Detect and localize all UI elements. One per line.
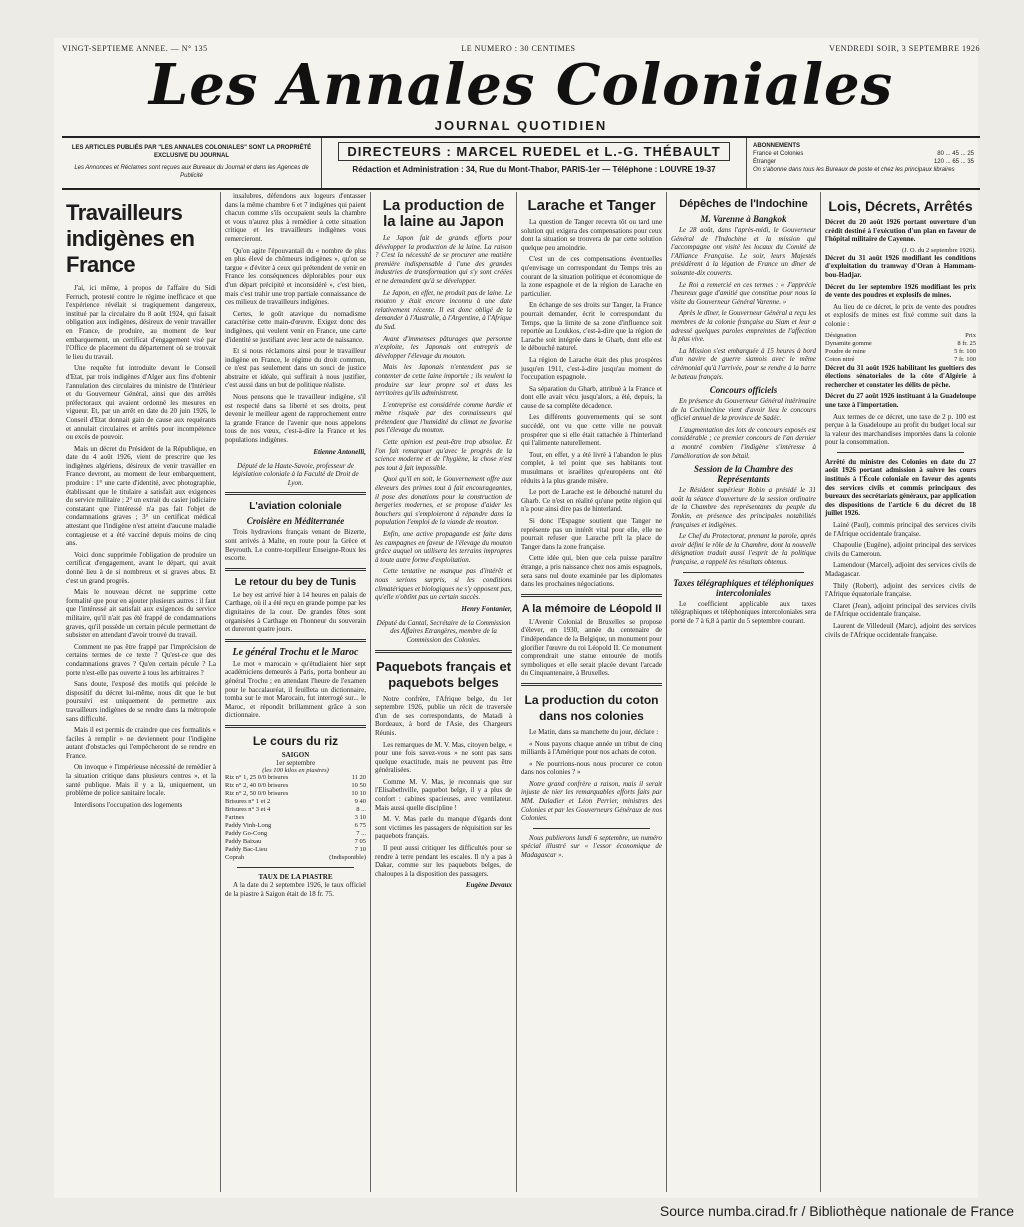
table-row: [825, 356, 976, 364]
paragraph: Chapoulie (Eugène), adjoint principal des services civils du Cameroun.: [825, 541, 976, 558]
price-table: [825, 332, 976, 364]
divider: [533, 828, 650, 829]
rice-table: [225, 774, 366, 862]
notice-rights: LES ARTICLES PUBLIÉS PAR "LES ANNALES COLONIALES" SONT LA PROPRIÉTÉ EXCLUSIVE DU JOURNAL: [71, 145, 312, 159]
signature-devaux: Eugène Devaux: [465, 881, 512, 890]
paragraph: Le Roi a remercié en ces termes : « J'apprécie l'heureux gage d'amitié que constitue pour nous la visite du Gouverneur Général Varenne. »: [671, 280, 816, 306]
article-title-travailleurs: Travailleurs indigènes en France: [66, 200, 195, 277]
row-value: 10 50: [351, 781, 366, 789]
paragraph: Qu'on agite l'épouvantail du « nombre de plus en plus élevé de chômeurs indigènes », qu'on se targue « d'éviter à ceux qui prétendent de venir en France les conséquences déplorables pour eux d'un départ précipité et inconsidéré », c'est bien, mais c'est trahir une trop partiale connaissance de ces milieux de travailleurs indigènes.: [225, 246, 366, 307]
table-row: [225, 838, 366, 846]
paragraph: C'est un de ces compensations éventuelles qu'envisage un correspondant du Temps très au courant de la situation politique et économique de la zone espagnole et de la région de Larache en particulier.: [521, 255, 662, 298]
row-value: 10 10: [351, 789, 366, 797]
address: Rédaction et Administration : 34, Rue du Mont-Thabor, PARIS-1er — Téléphone : LOUVRE 19-37: [352, 165, 716, 174]
paragraph: « Ne pourrions-nous nous procurer ce coton dans nos colonies ? »: [521, 759, 662, 777]
row-label: Poudre de mine: [825, 347, 866, 355]
row-label: Farines: [225, 813, 245, 821]
row-value: 9 40: [354, 797, 366, 805]
paragraph: Thily (Robert), adjoint des services civils de l'Afrique équatoriale française.: [825, 581, 976, 599]
section-title-riz: Le cours du riz: [252, 733, 339, 748]
row-value: 3 10: [354, 813, 366, 821]
paragraph: Cette tentative ne manque pas d'intérêt et nous serions surpris, si les conditions climatériques et biologiques ne s'y opposent pas, qu'elle n'obtînt pas un certain succès.: [375, 567, 513, 602]
row-label: Riz n° 2, 50 0/0 brisures: [225, 789, 289, 797]
section-subtitle: Session de la Chambre des Représentants: [693, 464, 793, 485]
table-row: [825, 332, 976, 340]
decree-item: Décret du 1er septembre 1926 modifiant les prix de vente des poudres et explosifs de mines.: [825, 282, 976, 300]
row-value: 6 75: [354, 821, 366, 829]
rice-place: SAIGON: [281, 750, 310, 759]
divider: [683, 572, 804, 573]
divider: [225, 568, 366, 571]
table-row: [225, 854, 366, 862]
paragraph: Le Japon, en effet, ne produit pas de laine. Le mouton y était encore inconnu à une date relativement récente. Il est donc obligé de la demander à l'Australie, à l'Argentine, à l'Afrique du Sud.: [375, 288, 512, 331]
column-2: [220, 192, 370, 1192]
row-label: Coton nitré: [825, 355, 855, 363]
section-title-aviation: L'aviation coloniale: [249, 501, 342, 513]
row-value: 7 05: [354, 837, 366, 845]
directors: DIRECTEURS : MARCEL RUEDEL et L.-G. THÉBAULT: [338, 142, 729, 161]
paragraph: Les remarques de M. V. Mas, citoyen belge, « pour une fois savez-vous » ne sont pas sans quelque exactitude, mais ne peuvent pas être généralisées.: [375, 740, 512, 775]
article-title-coton: La production du coton dans nos colonies: [524, 692, 659, 723]
paragraph: Nous pensons que le travailleur indigène, s'il est respecté dans sa liberté et ses droits, peut devenir le meilleur agent de rapprochement entre la grande France de l'avenir que nous appelons tous de nos vœux, c'est-à-dire la France et les populations indigènes.: [225, 393, 366, 445]
divider: [225, 639, 366, 642]
paragraph: Trois hydravions français venant de Bizerte, sont arrivés à Malte, en route pour la Grèce et Beyrouth. Le contre-torpilleur Enseigne-Roux les escorte.: [225, 528, 366, 563]
paragraph: Le Japon fait de grands efforts pour développer la production de la laine. La raison ? C'est la nécessité de se procurer une matière première indispensable à l'une des grandes industries de transformation qui s'y sont créées et ne demandent qu'à se développer.: [375, 234, 512, 285]
decree-item: Décret du 31 août 1926 modifiant les conditions d'exploitation du tramway d'Oran à Hammam-bou-Hadjar.: [825, 253, 976, 279]
table-row: [225, 830, 366, 838]
paragraph: Enfin, une active propagande est faite dans les campagnes en faveur de l'élevage du mouton grâce auquel on utilisera les terrains impropres à toute autre forme d'exploitation.: [375, 530, 512, 564]
paragraph: En échange de ses droits sur Tanger, la France pourrait demander, écrit le correspondant du Temps, que la limite de sa zone d'influence soit reportée au Loukkos, c'est-à-dire que la région de Larache soit intégrée dans le Gharb, dont elle est le débouché naturel.: [521, 301, 662, 353]
paragraph: L'Avenir Colonial de Bruxelles se propose d'élever, en 1930, année du centenaire de l'indépendance de la Belgique, un monument pour glorifier l'œuvre du roi Léopold II. Ce monument comprendrait une statue entourée de motifs symboliques et elle serait placée devant l'arcade du Cinquantenaire, à Bruxelles.: [521, 617, 662, 678]
table-row: [825, 348, 976, 356]
paragraph: En présence du Gouverneur Général intérimaire de la Cochinchine vient d'avoir lieu le concours officiel annuel de la province de Sadéc.: [671, 397, 816, 423]
directors-box: [322, 138, 746, 188]
row-label: Coprah: [225, 853, 245, 861]
decree-item: Décret du 20 août 1926 portant ouverture d'un crédit destiné à l'exécution d'un plan en faveur de l'hôpital militaire de Cayenne.: [825, 218, 976, 244]
table-row: [225, 846, 366, 854]
decree-reference: (J. O. du 2 septembre 1926).: [901, 246, 976, 254]
paragraph: Lainé (Paul), commis principal des services civils de l'Afrique occidentale française.: [825, 521, 976, 538]
notice-box: [62, 138, 322, 188]
price: LE NUMERO : 30 CENTIMES: [461, 44, 576, 53]
paragraph: Tout, en effet, y a été livré à l'abandon le plus complet, à tel point que ses habitants tout musulmans et israélites qu'européens ont été réduits à la plus grande misère.: [521, 450, 662, 485]
row-label: Paddy Bac-Lieu: [225, 845, 268, 853]
divider: [237, 867, 354, 868]
masthead: Les Annales Coloniales: [148, 52, 894, 118]
row-value: 7 ...: [356, 829, 366, 837]
signature-antonelli: Etienne Antonelli,: [313, 447, 366, 456]
paragraph: « Nous payons chaque année un tribut de cinq milliards à l'Amérique pour nos achats de coton.: [521, 739, 662, 757]
paragraph: Le coefficient applicable aux taxes télégraphiques et téléphoniques intercoloniales sera porté de 7 à 6,8 à partir du 5 septembre courant.: [671, 599, 816, 625]
paragraph: Le bey est arrivé hier à 14 heures en palais de Carthage, où il a été reçu en grande pompe par les dignitaires de la cour. De grandes fêtes sont organisées à Carthage en l'honneur du souverain et dureront quatre jours.: [225, 590, 366, 634]
issue-number: VINGT-SEPTIEME ANNEE. — N° 135: [62, 44, 208, 53]
subs-france: France et Colonies: [753, 151, 804, 157]
section-title-trochu: Le général Trochu et le Maroc: [232, 646, 359, 658]
paragraph: La Mission s'est embarquée à 15 heures à bord d'un navire de guerre siamois avec le même cérémonial qu'à l'arrivée, pour se rendre à la barre le bateau français.: [671, 346, 816, 381]
table-row: [225, 814, 366, 822]
paragraph: Il peut aussi critiquer les difficultés pour se rendre à terre pendant les escales. Il n'y a pas à Dakar, comme sur les paquebots belges, de chaloupes à la disposition des passagers.: [375, 844, 512, 878]
table-row: [225, 782, 366, 790]
divider: [225, 725, 366, 728]
paragraph: Lamendour (Marcel), adjoint des services civils de Madagascar.: [825, 561, 976, 578]
rice-unit: (les 100 kilos en piastres): [262, 766, 329, 774]
row-value: 8 ...: [356, 805, 366, 813]
column-5: [666, 192, 820, 1192]
section-subtitle: Taxes télégraphiques et téléphoniques intercoloniales: [673, 577, 814, 598]
paragraph: Sa séparation du Gharb, attribué à la France et dont elle avait vécu jusqu'alors, a été, depuis, la cause de sa complète décadence.: [521, 384, 662, 410]
divider: [375, 650, 512, 653]
signature-title: Député de la Haute-Savoie, professeur de législation coloniale à la Faculté de Droit de Lyon.: [232, 461, 359, 487]
row-value: (Indisponible): [329, 853, 366, 861]
subs-etranger: Étranger: [753, 159, 777, 165]
paragraph: Sans doute, l'exposé des motifs qui précède le dispositif du décret lui-même, nous dit que le but poursuivi est uniquement de permettre aux travailleurs indigènes de se rendre dans la métropole sans difficulté.: [66, 680, 216, 723]
paragraph: Mais le nouveau décret ne supprime cette formalité que pour en ajouter plusieurs autres : il faut que l'intéressé ait satisfait aux exigences du service militaire, qu'il n'ait pas été frappé de condamnations graves, qu'il possède un certain pécule permettant de subsister en attendant d'avoir trouvé du travail.: [66, 588, 216, 640]
paragraph: Le Matin, dans sa manchette du jour, déclare :: [529, 727, 659, 736]
paragraph: Comment ne pas être frappé par l'imprécision de certains termes de ce texte ? Qu'est-ce que des condamnations graves ? Qu'en certain pécule ? La porte n'est-elle pas ouverte à tous les arbitraires ?: [66, 642, 216, 677]
paragraph: Le mot « marocain » qu'étudiaient hier sept académiciens demeurés à Paris, porta bonheur au général Trochu ; en attendant l'heure de l'examen pour le baccalauréat, il feuilleta un dictionnaire, tomba sur le mot Marocain, fut interrogé sur... le Maroc, et répondit brillamment grâce à son dictionnaire.: [225, 659, 366, 720]
row-label: Paddy Baixau: [225, 837, 262, 845]
decree-item: Décret du 27 août 1926 instituant à la Guadeloupe une taxe à l'importation.: [825, 392, 976, 409]
article-title-lois: Lois, Décrets, Arrêtés: [828, 198, 973, 214]
column-3: [370, 192, 516, 1192]
rice-date: 1er septembre: [275, 758, 316, 767]
row-value: Prix: [965, 331, 976, 339]
row-label: Riz n° 1, 25 0/0 brisures: [225, 773, 289, 781]
article-title-laine: La production de la laine au Japon: [382, 197, 505, 230]
paragraph: Comme M. V. Mas, je reconnais que sur l'Elisabethville, paquebot belge, il y a plus de confort : cabines spacieuses, avec ventilateur. Mais aussi quelle discipline !: [375, 777, 512, 812]
article-title-indochine: Dépêches de l'Indochine: [679, 198, 808, 210]
row-value: 8 fr. 25: [957, 339, 976, 347]
row-value: 7 fr. 100: [954, 355, 976, 363]
paragraph: A la date du 2 septembre 1926, le taux officiel de la piastre à Saigon était de 18 fr. 75.: [225, 880, 366, 898]
subs-label: ABONNEMENTS: [753, 143, 801, 149]
paragraph: Au lieu de ce décret, le prix de vente des poudres et explosifs de mines est fixé comme suit dans la colonie :: [825, 302, 976, 328]
column-4: [516, 192, 666, 1192]
subs-note: On s'abonne dans tous les Bureaux de poste et chez les principaux libraires: [753, 167, 955, 173]
table-row: [225, 822, 366, 830]
section-subtitle: Croisière en Méditerranée: [246, 516, 345, 527]
signature-title: Député du Cantal, Secrétaire de la Commission des Affaires Etrangères, membre de la Commission des Colonies.: [376, 618, 511, 644]
paragraph: M. V. Mas parle du manque d'égards dont sont victimes les passagers de réquisition sur les paquebots français.: [375, 815, 512, 841]
row-label: Brisures n° 3 et 4: [225, 805, 271, 813]
paragraph: Quoi qu'il en soit, le Gouvernement offre aux éleveurs des primes tout à fait encourageantes, il pose des donations pour la construction de bergeries modernes, et se propose d'aider les bouchers qui s'emploieront à répandre dans la population l'emploi de la viande de mouton.: [375, 475, 512, 527]
divider: [225, 492, 366, 495]
row-value: 11 20: [351, 773, 366, 781]
paragraph: Mais les Japonais n'entendent pas se contenter de cette laine importée ; ils veulent la produire sur leur propre sol et dans les territoires qu'ils administrent.: [375, 363, 512, 398]
paragraph: L'augmentation des lots de concours exposés est considérable ; ce premier concours de l'an dernier a montré combien l'indigène s'intéresse à l'amélioration de son bétail.: [671, 425, 816, 460]
row-label: Paddy Go-Cong: [225, 829, 268, 837]
column-6: [820, 192, 980, 1192]
paragraph: Après le dîner, le Gouverneur Général a reçu les membres de la colonie française au Siam et leur a adressé quelques paroles empreintes de l'affection la plus vive.: [671, 309, 816, 344]
paragraph: Cette idée qui, bien que cela puisse paraître étrange, a pris naissance chez nos amis espagnols, sera sans nul doute examinée par les diplomates dans les prochaines négociations.: [521, 554, 662, 589]
table-row: [825, 340, 976, 348]
divider: [837, 452, 964, 453]
paragraph: Voici donc supprimée l'obligation de produire un certificat d'engagement, avant le départ, qui avait donné lieu à de si nombreux et si graves abus. Et c'est un grand progrès.: [66, 550, 216, 585]
decree-item: Arrêté du ministre des Colonies en date du 27 août 1926 portant admission à suivre les cours institués à l'École coloniale en faveur des agents des services civils et commis principaux des bureaux des secrétariats généraux, par application des dispositions de l'article 6 du décret du 18 juillet 1926.: [825, 457, 977, 518]
paragraph: Mais il est permis de craindre que ces formalités « faciles à remplir » ne deviennent pour l'indigène autant d'obstacles qui l'empêcheront de se rendre en France.: [66, 726, 216, 760]
paragraph: Notre confrère, l'Afrique belge, du 1er septembre 1926, publie un récit de traversée d'un de ses correspondants, de Matadi à Bordeaux, à bord de l'Asie, des Chargeurs Réunis.: [375, 694, 512, 737]
row-value: 7 10: [354, 845, 366, 853]
paragraph: Claret (Jean), adjoint principal des services civils de l'Afrique occidentale française.: [825, 601, 976, 619]
paragraph: Cette opinion est peut-être trop absolue. Et l'on fait remarquer qu'avec le progrès de la science moderne et de l'hygiène, la chose n'est pas tout à fait impossible.: [375, 438, 512, 472]
paragraph: Le Résident supérieur Robin a présidé le 31 août la séance d'ouverture de la session ordinaire de la Chambre des représentants du peuple du Tonkin, en présence des principales notabilités françaises et indigènes.: [671, 486, 816, 529]
paragraph: Le 28 août, dans l'après-midi, le Gouverneur Général de l'Indochine et la mission qui l'accompagne ont visité les locaux du Comité de l'Alliance Française. Le soir, leurs Majestés présidèrent à la légation de France un dîner de soixante-dix couverts.: [671, 226, 816, 277]
divider: [521, 594, 662, 597]
paragraph: insalubres, défendons aux logeurs d'entasser dans la même chambre 6 et 7 indigènes qui paient chacun comme s'ils occupaient seuls la chambre et vous n'aurez plus à remédier à cette situation critique et les travailleurs indigènes vous remercieront.: [225, 192, 366, 243]
signature-fontanier: Henry Fontanier,: [461, 604, 512, 613]
notice-ads: Les Annonces et Réclames sont reçues aux Bureaux du Journal et dans les Agences de Publicité: [74, 165, 309, 179]
divider: [521, 683, 662, 686]
paragraph: Si donc l'Espagne soutient que Tanger ne représente pas un intérêt vital pour elle, elle ne pourrait refuser que Larache prît la place de Tanger dans la zone française.: [521, 517, 662, 551]
table-row: [225, 774, 366, 782]
header-band: [62, 136, 980, 190]
subscriptions-box: [746, 138, 980, 188]
row-label: Dynamite gomme: [825, 339, 872, 347]
paragraph: L'entreprise est considérée comme hardie et même risquée par des connaisseurs qui prétendent que l'humidité du climat ne favorise pas l'élevage du mouton.: [375, 400, 512, 435]
paragraph: Les différents gouvernements qui se sont succédé, ont vu que cette ville ne pouvait prospérer que si elle était rattachée à l'hinterland qui l'alimente naturellement.: [521, 413, 662, 448]
row-label: Paddy Vinh-Long: [225, 821, 272, 829]
paragraph: Nous publierons lundi 6 septembre, un numéro spécial illustré sur « l'essor économique de Madagascar ».: [521, 833, 662, 860]
article-title-paquebots: Paquebots français et paquebots belges: [375, 658, 512, 690]
row-label: Désignation: [825, 331, 857, 339]
paragraph: Interdisons l'occupation des logements: [74, 800, 183, 809]
paragraph: On invoque « l'impérieuse nécessité de remédier à la situation critique dans plusieurs centres », et la santé publique. Mais il y a là, uniquement, un problème de police sanitaire locale.: [66, 763, 216, 798]
columns: [62, 192, 980, 1192]
article-title-larache: Larache et Tanger: [527, 197, 656, 214]
section-title-leopold: A la mémoire de Léopold II: [521, 602, 662, 615]
paragraph: Mais un décret du Président de la République, en date du 4 août 1926, vient de prescrire que les indigènes algériens, désireux de venir travailler en France devront, au moment de leur embarquement, produire : 1° une carte d'identité, avec photographie, établissant que le titulaire a satisfait aux exigences du service militaire ; 2° un extrait du casier judiciaire constatant que l'intéressé n'a pas fait l'objet de condamnations graves ; 3° un certificat médical attestant que l'indigène n'est atteint d'aucune maladie contagieuse et a été vacciné depuis moins de cinq ans.: [66, 444, 216, 548]
column-1: [62, 192, 220, 1192]
row-value: 5 fr. 100: [954, 347, 976, 355]
issue-date: VENDREDI SOIR, 3 SEPTEMBRE 1926: [829, 44, 980, 53]
paragraph: La région de Larache était des plus prospères jusqu'en 1911, c'est-à-dire jusqu'au moment de l'occupation espagnole.: [521, 355, 662, 382]
paragraph: Certes, le goût atavique du nomadisme caractérise cette main-d'œuvre. Exigez donc des indigènes, qui veulent venir en France, une carte d'identité se justifiant avec leur acte de naissance.: [225, 309, 366, 344]
source-credit: Source numba.cirad.fr / Bibliothèque nationale de France: [659, 1203, 1014, 1219]
subs-etranger-prices: 120 ... 65 ... 35: [933, 159, 974, 165]
paragraph: Notre grand confrère a raison, mais il serait injuste de nier les remarquables efforts faits par MM. Daladier et Léon Perrier, ministres des Colonies et par les Gouverneurs Généraux de nos Colonies.: [521, 779, 662, 823]
paragraph: Et si nous réclamons ainsi pour le travailleur indigène en France, le régime du droit commun, ce n'est pas seulement dans un souci de justice abstraite et idéale, qui suffirait à nous justifier, c'est aussi dans un but de politique réaliste.: [225, 347, 366, 390]
paragraph: La question de Tanger recevra tôt ou tard une solution qui exigera des compensations pour ceux dont la situation se trouvera de par cette solution quelque peu amoindrie.: [521, 218, 662, 252]
piastre-title: TAUX DE LA PIASTRE: [258, 872, 333, 881]
paragraph: Le port de Larache est le débouché naturel du Gharb. Ce n'est en réalité qu'une petite région qui n'a pour ainsi dire pas de hinterland.: [521, 488, 662, 514]
section-subtitle: M. Varenne à Bangkok: [700, 214, 787, 224]
paragraph: Avant d'immenses pâturages que personne n'exploite, les Japonais ont entrepris de développer l'élevage du mouton.: [375, 334, 512, 360]
paragraph: Le Chef du Protectorat, prenant la parole, après avoir défini le rôle de la Chambre, dont la nouvelle désignation traduit aussi l'esprit de la politique française, a rappelé les résultats obtenus.: [671, 532, 816, 566]
paragraph: Une requête fut introduite devant le Conseil d'Etat, par trois indigènes d'Alger aux fins d'obtenir l'annulation des circulaires du ministre de l'Intérieur et du Gouverneur Général, ainsi que des arrêtés préfectoraux qui avaient ordonné les mesures en vigueur. Et, par un arrêt en date du 20 juin 1926, le Conseil d'Etat donnait gain de cause aux requérants et annulait circulaires et arrêtés pour incompétence ou excès de pouvoir.: [66, 364, 216, 442]
subs-france-prices: 80 ... 45 ... 25: [937, 151, 974, 157]
paragraph: Aux termes de ce décret, une taxe de 2 p. 100 est perçue à la Guadeloupe au profit du budget local sur la valeur des marchandises importées dans la colonie pour la consommation.: [825, 412, 976, 447]
row-label: Brisures n° 1 et 2: [225, 797, 271, 805]
masthead-subtitle: JOURNAL QUOTIDIEN: [434, 118, 608, 133]
paragraph: J'ai, ici même, à propos de l'affaire du Sidi Ferruch, protesté contre le régime inefficace et que l'expérience révélait si tragiquement dangereux, institué par la circulaire du 8 août 1924, qui faisait obligation aux indigènes, désireux de venir travailler en France, de produire, au moment de leur embarquement, un certificat d'engagement visé par l'Office de placement du département où se trouvait le lieu du travail.: [66, 284, 216, 361]
section-subtitle: Concours officiels: [709, 385, 778, 396]
table-row: [225, 798, 366, 806]
section-title-bey: Le retour du bey de Tunis: [234, 576, 357, 588]
paragraph: Laurent de Villedeuil (Marc), adjoint des services civils de l'Afrique occidentale française.: [825, 621, 976, 639]
row-label: Riz n° 2, 40 0/0 brisures: [225, 781, 289, 789]
table-row: [225, 790, 366, 798]
table-row: [225, 806, 366, 814]
decree-item: Décret du 31 août 1926 habilitant les gueltiers des élections sénatoriales de la côte d'Algérie à rechercher et constater les délits de pêche.: [825, 363, 976, 389]
